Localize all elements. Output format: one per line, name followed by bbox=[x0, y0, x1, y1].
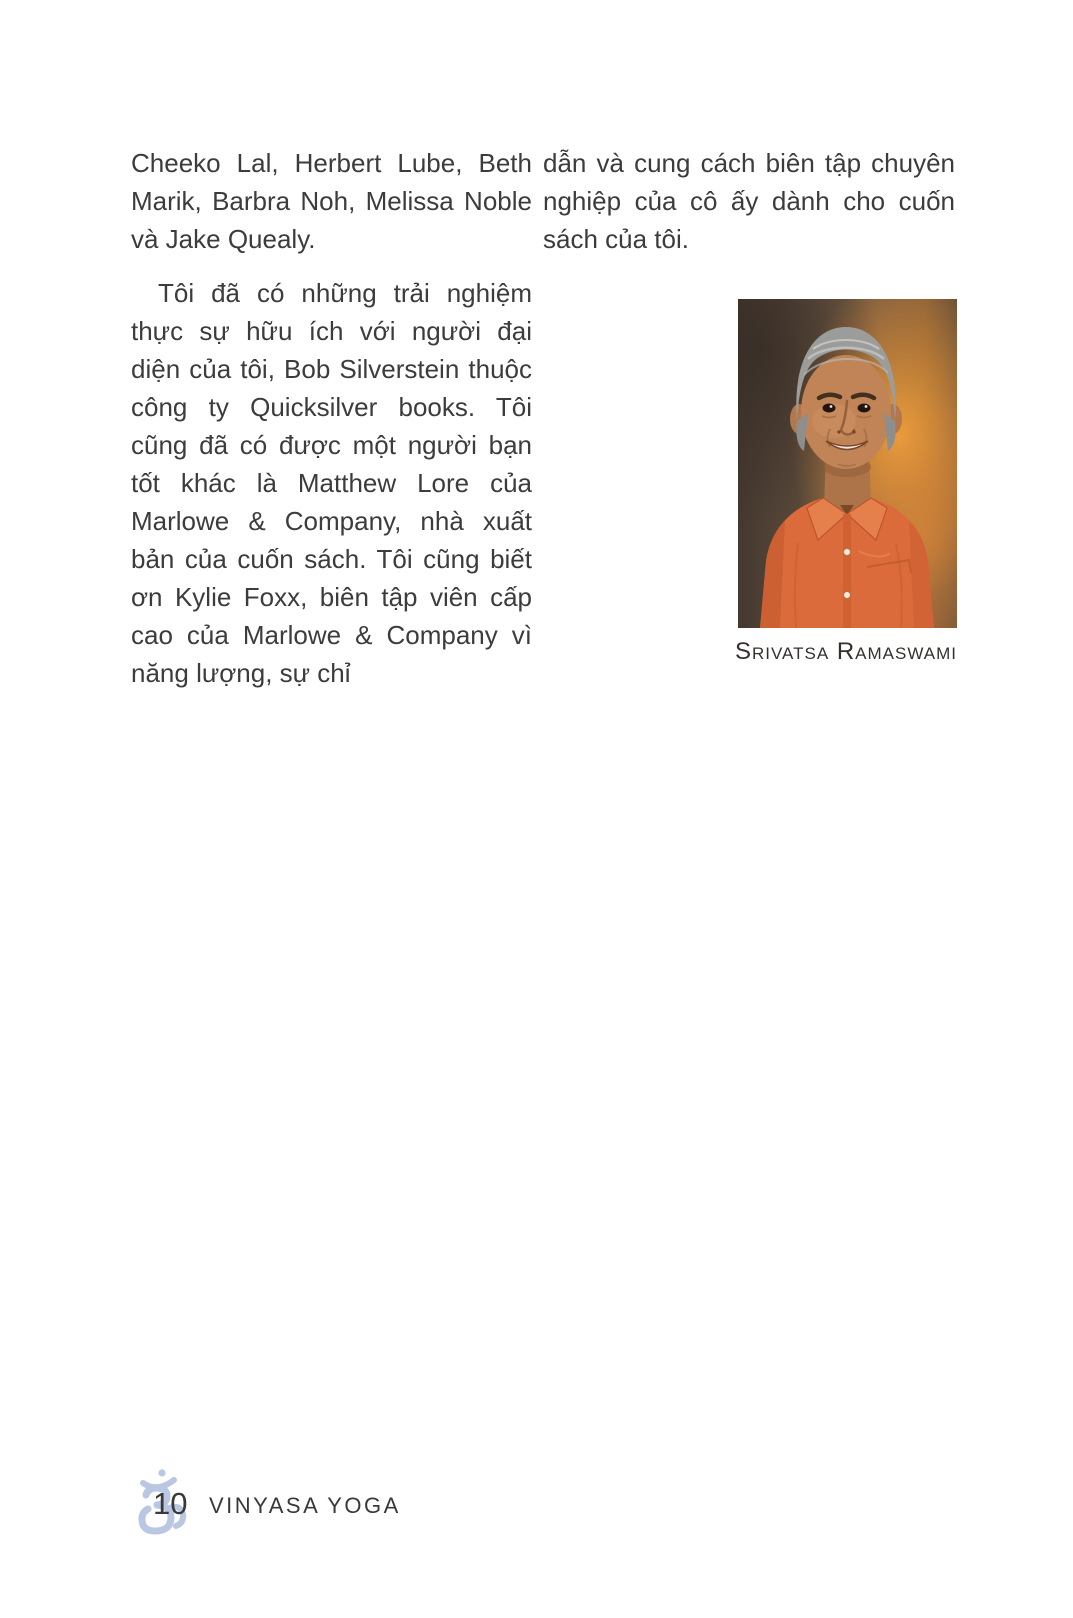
paragraph-acknowledgements: Tôi đã có những trải nghiệm thực sự hữu ích với người đại diện của tôi, Bob Silverstein thuộc công ty Quicksilver books. Tôi cũng đã có được một người bạn tốt khác là Matthew Lore của Marlowe & Company, nhà xuất bản của cuốn sách. Tôi cũng biết ơn Kylie Foxx, biên tập viên cấp cao của Marlowe & Company vì năng lượng, sự chỉ bbox=[131, 278, 532, 688]
portrait-photo bbox=[738, 299, 957, 628]
right-text-column bbox=[543, 144, 955, 258]
paragraph-continuation: dẫn và cung cách biên tập chuyên nghiệp của cô ấy dành cho cuốn sách của tôi. bbox=[543, 148, 955, 254]
page-number: 10 bbox=[153, 1486, 188, 1521]
book-title: VINYASA YOGA bbox=[209, 1493, 401, 1518]
portrait-photo-image bbox=[738, 299, 957, 628]
left-text-column bbox=[131, 144, 532, 692]
page-footer bbox=[0, 1462, 1073, 1548]
photo-caption: Srivatsa Ramaswami bbox=[734, 638, 957, 665]
paragraph-names-list: Cheeko Lal, Herbert Lube, Beth Marik, Barbra Noh, Melissa Noble và Jake Quealy. bbox=[131, 148, 532, 254]
